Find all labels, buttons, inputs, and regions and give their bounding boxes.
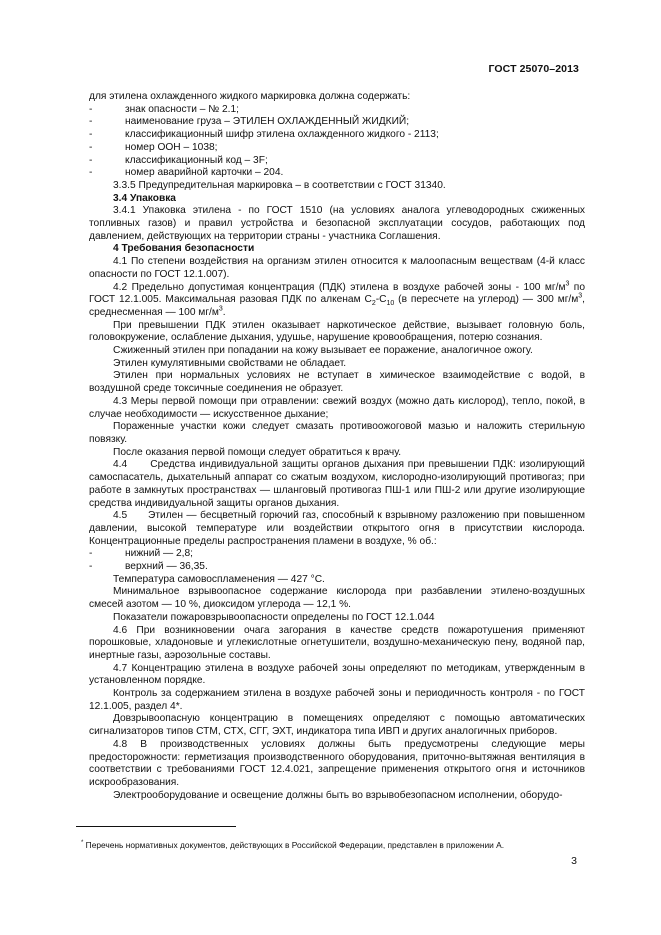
list-item: - знак опасности – № 2.1; [89,103,240,115]
paragraph-ignition: Температура самовоспламенения — 427 °С. [113,573,325,585]
paragraph-min-oxygen: Минимальное взрывоопасное содержание кислорода при разбавлении этилено-воздушных смесей азотом — 10 %, диоксидом углерода — 12,1 %. [89,586,585,611]
paragraph-4-6: 4.6 При возникновении очага загорания в качестве средств пожаротушения применяют порошковые, хладоновые и углекислотные огнетушители, воздушно-механическую пену, водяной пар, инертные газы, аэрозольные составы. [89,624,585,661]
footnote-divider [76,826,236,827]
paragraph-exceed: При превышении ПДК этилен оказывает наркотическое действие, вызывает головную боль, головокружение, ослабление дыхания, удушье, нарушение кровообращения, потерю сознания. [89,319,585,344]
list-item: - номер аварийной карточки – 204. [89,167,284,179]
paragraph-chemistry: Этилен при нормальных условиях не вступает в химическое взаимодействие с водой, в воздушной среде токсичные соединения не образует. [89,370,585,395]
paragraph-burns: Пораженные участки кожи следует смазать противоожоговой мазью и наложить стерильную повязку. [89,421,585,445]
document-body [89,91,585,802]
list-item: - нижний — 2,8; [89,548,193,560]
paragraph-fire-indicators: Показатели пожаровзрывоопасности определены по ГОСТ 12.1.044 [113,611,435,623]
page-number: 3 [571,855,577,867]
marking-intro: для этилена охлажденного жидкого маркировка должна содержать: [89,91,411,102]
list-item: - классификационный шифр этилена охлажденного жидкого - 2113; [89,129,439,141]
paragraph-4-1: 4.1 По степени воздействия на организм этилен относится к малоопасным веществам (4-й класс опасности по ГОСТ 12.1.007). [89,256,585,280]
paragraph-3-3-5: 3.3.5 Предупредительная маркировка – в соответствии с ГОСТ 31340. [113,179,446,191]
list-item: - верхний — 36,35. [89,561,208,573]
section-heading-3-4: 3.4 Упаковка [113,192,176,204]
list-item: - номер ООН – 1038; [89,141,218,153]
paragraph-4-5: 4.5 Этилен — бесцветный горючий газ, способный к взрывному разложению при повышенном давлении, высокой температуре или воздействии открытого огня в присутствии кислорода. Концентрационные пределы распространения пламени в воздухе, % об.: [89,510,585,547]
paragraph-pre-explosive: Довзрывоопасную концентрацию в помещениях определяют с помощью автоматических сигнализаторов типов СТМ, СТХ, СГГ, ЭХТ, индикатора типа ИВП и других аналогичных приборов. [89,713,585,738]
paragraph-control: Контроль за содержанием этилена в воздухе рабочей зоны и периодичность контроля - по ГОСТ 12.1.005, раздел 4*. [89,688,585,712]
paragraph-cumulative: Этилен кумулятивными свойствами не обладает. [113,357,347,369]
paragraph-skin: Сжиженный этилен при попадании на кожу вызывает ее поражение, аналогичное ожогу. [113,345,533,357]
paragraph-4-4: 4.4 Средства индивидуальной защиты органов дыхания при превышении ПДК: изолирующий самоспасатель, дыхательный аппарат со сжатым воздухом, кислородно-изолирующий противогаз; при работе в замкнутых пространствах — шланговый противогаз ПШ-1 или ПШ-2 или другие изолирующие средства индивидуальной защиты органов дыхания. [89,459,585,509]
paragraph-electrical: Электрооборудование и освещение должны быть во взрывобезопасном исполнении, оборудо- [113,789,563,801]
section-heading-4: 4 Требования безопасности [113,243,255,255]
paragraph-4-8: 4.8 В производственных условиях должны быть предусмотрены следующие меры предосторожности: герметизация производственного оборудования, приточно-вытяжная вентиляция в соответствии с требованиями ГОСТ 12.4.021, запрещение применения открытого огня и источников искрообразования. [89,738,585,788]
list-item: - наименование груза – ЭТИЛЕН ОХЛАЖДЕННЫЙ ЖИДКИЙ; [89,116,410,128]
paragraph-4-2: 4.2 Предельно допустимая концентрация (ПДК) этилена в воздухе рабочей зоны - 100 $мг/м^3$ по ГОСТ 12.1.005. Максимальная разовая ПДК по алкенам $С_2-С_{10}$ (в пересчете на углерод) — 300 $мг/м^3$, среднесменная — 100 $мг/м^3$. [89,280,585,318]
footnote: * Перечень нормативных документов, действующих в Российской Федерации, представлен в приложении А. [81,840,505,850]
paragraph-4-3: 4.3 Меры первой помощи при отравлении: свежий воздух (можно дать кислород), тепло, покой, в случае необходимости — искусственное дыхание; [89,395,585,420]
limits-list [89,548,585,573]
paragraph-after-aid: После оказания первой помощи следует обратиться к врачу. [113,446,402,458]
paragraph-4-7: 4.7 Концентрацию этилена в воздухе рабочей зоны определяют по методикам, утвержденным в установленном порядке. [89,662,585,687]
list-item: - классификационный код – 3F; [89,154,268,166]
paragraph-3-4-1: 3.4.1 Упаковка этилена - по ГОСТ 1510 (на условиях аналога углеводородных сжиженных топливных газов) и правил устройства и безопасной эксплуатации сосудов, работающих под давлением, действующих на территории страны - участника Соглашения. [89,205,585,242]
marking-list [89,104,585,180]
doc-header: ГОСТ 25070–2013 [488,63,579,75]
